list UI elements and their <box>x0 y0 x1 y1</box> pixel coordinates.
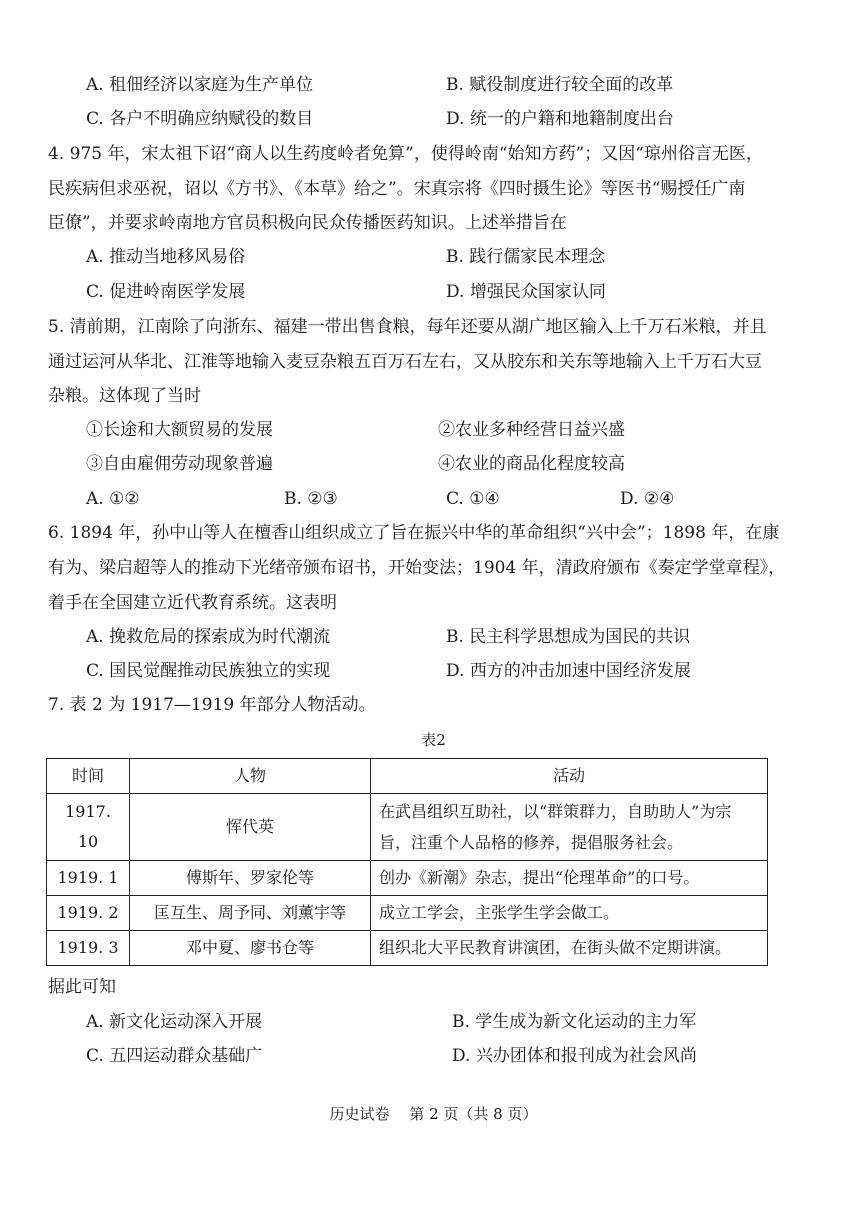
row-time: 1919. 1 <box>47 861 130 896</box>
q3-option-d: D. 统一的户籍和地籍制度出台 <box>446 109 674 129</box>
table-caption: 表2 <box>421 731 446 749</box>
q3-option-b: B. 赋役制度进行较全面的改革 <box>446 75 674 95</box>
q5-stem-line-3: 杂粮。这体现了当时 <box>48 386 201 406</box>
q7-option-c: C. 五四运动群众基础广 <box>86 1046 263 1066</box>
row-time: 1919. 2 <box>47 896 130 931</box>
q5-item-3: ③自由雇佣劳动现象普遍 <box>86 454 273 474</box>
row-person: 恽代英 <box>130 794 371 861</box>
q5-stem-line-1: 5. 清前期，江南除了向浙东、福建一带出售食粮，每年还要从湖广地区输入上千万石米粮，并且 <box>48 317 767 337</box>
q5-option-c: C. ①④ <box>446 489 500 509</box>
q5-item-2: ②农业多种经营日益兴盛 <box>438 420 625 440</box>
q7-conclusion: 据此可知 <box>48 977 116 997</box>
row-activity: 组织北大平民教育讲演团，在街头做不定期讲演。 <box>371 931 768 966</box>
header-person: 人物 <box>130 759 371 794</box>
q6-stem-line-2: 有为、梁启超等人的推动下光绪帝颁布诏书，开始变法；1904 年，清政府颁布《奏定学堂章程》， <box>48 558 786 578</box>
header-time: 时间 <box>47 759 130 794</box>
q4-option-b: B. 践行儒家民本理念 <box>446 247 606 267</box>
q4-option-d: D. 增强民众国家认同 <box>446 282 606 302</box>
q4-stem-line-2: 民疾病但求巫祝，诏以《方书》、《本草》给之”。宋真宗将《四时摄生论》等医书“赐授任广南 <box>48 179 746 199</box>
row-activity: 创办《新潮》杂志，提出“伦理革命”的口号。 <box>371 861 768 896</box>
q4-option-c: C. 促进岭南医学发展 <box>86 282 246 302</box>
table-row <box>47 931 768 966</box>
row-time: 1917. 10 <box>47 794 130 861</box>
q7-stem: 7. 表 2 为 1917—1919 年部分人物活动。 <box>48 695 376 715</box>
table-row <box>47 794 768 861</box>
row-activity: 成立工学会，主张学生学会做工。 <box>371 896 768 931</box>
q5-item-1: ①长途和大额贸易的发展 <box>86 420 273 440</box>
table-row <box>47 861 768 896</box>
q4-stem-line-3: 臣僚”，并要求岭南地方官员积极向民众传播医药知识。上述举措旨在 <box>48 213 567 233</box>
q6-option-c: C. 国民觉醒推动民族独立的实现 <box>86 661 331 681</box>
q6-stem-line-1: 6. 1894 年，孙中山等人在檀香山组织成立了旨在振兴中华的革命组织“兴中会”；1898 年，在康 <box>48 523 780 543</box>
row-person: 傅斯年、罗家伦等 <box>130 861 371 896</box>
q6-option-a: A. 挽救危局的探索成为时代潮流 <box>86 627 331 647</box>
header-activity: 活动 <box>371 759 768 794</box>
q5-option-d: D. ②④ <box>620 489 675 509</box>
page-footer: 历史试卷 第 2 页（共 8 页） <box>329 1105 538 1123</box>
row-person: 邓中夏、廖书仓等 <box>130 931 371 966</box>
q7-option-b: B. 学生成为新文化运动的主力军 <box>452 1012 697 1032</box>
row-person: 匡互生、周予同、刘薰宇等 <box>130 896 371 931</box>
activity-table <box>46 758 768 966</box>
q7-option-d: D. 兴办团体和报刊成为社会风尚 <box>452 1046 697 1066</box>
row-time: 1919. 3 <box>47 931 130 966</box>
q5-stem-line-2: 通过运河从华北、江淮等地输入麦豆杂粮五百万石左右，又从胶东和关东等地输入上千万石大豆 <box>48 352 762 372</box>
q5-item-4: ④农业的商品化程度较高 <box>438 454 625 474</box>
q6-stem-line-3: 着手在全国建立近代教育系统。这表明 <box>48 593 337 613</box>
q3-option-c: C. 各户不明确应纳赋役的数目 <box>86 109 314 129</box>
q5-option-b: B. ②③ <box>284 489 338 509</box>
q3-option-a: A. 租佃经济以家庭为生产单位 <box>86 75 314 95</box>
row-activity: 在武昌组织互助社，以“群策群力，自助助人”为宗旨，注重个人品格的修养，提倡服务社会。 <box>371 794 768 861</box>
q4-stem-line-1: 4. 975 年，宋太祖下诏“商人以生药度岭者免算”，使得岭南“始知方药”；又因“琼州俗言无医， <box>48 144 763 164</box>
q6-option-b: B. 民主科学思想成为国民的共识 <box>446 627 691 647</box>
q7-option-a: A. 新文化运动深入开展 <box>86 1012 263 1032</box>
q5-option-a: A. ①② <box>86 489 140 509</box>
q6-option-d: D. 西方的冲击加速中国经济发展 <box>446 661 691 681</box>
table-header-row <box>47 759 768 794</box>
q4-option-a: A. 推动当地移风易俗 <box>86 247 246 267</box>
table-row <box>47 896 768 931</box>
